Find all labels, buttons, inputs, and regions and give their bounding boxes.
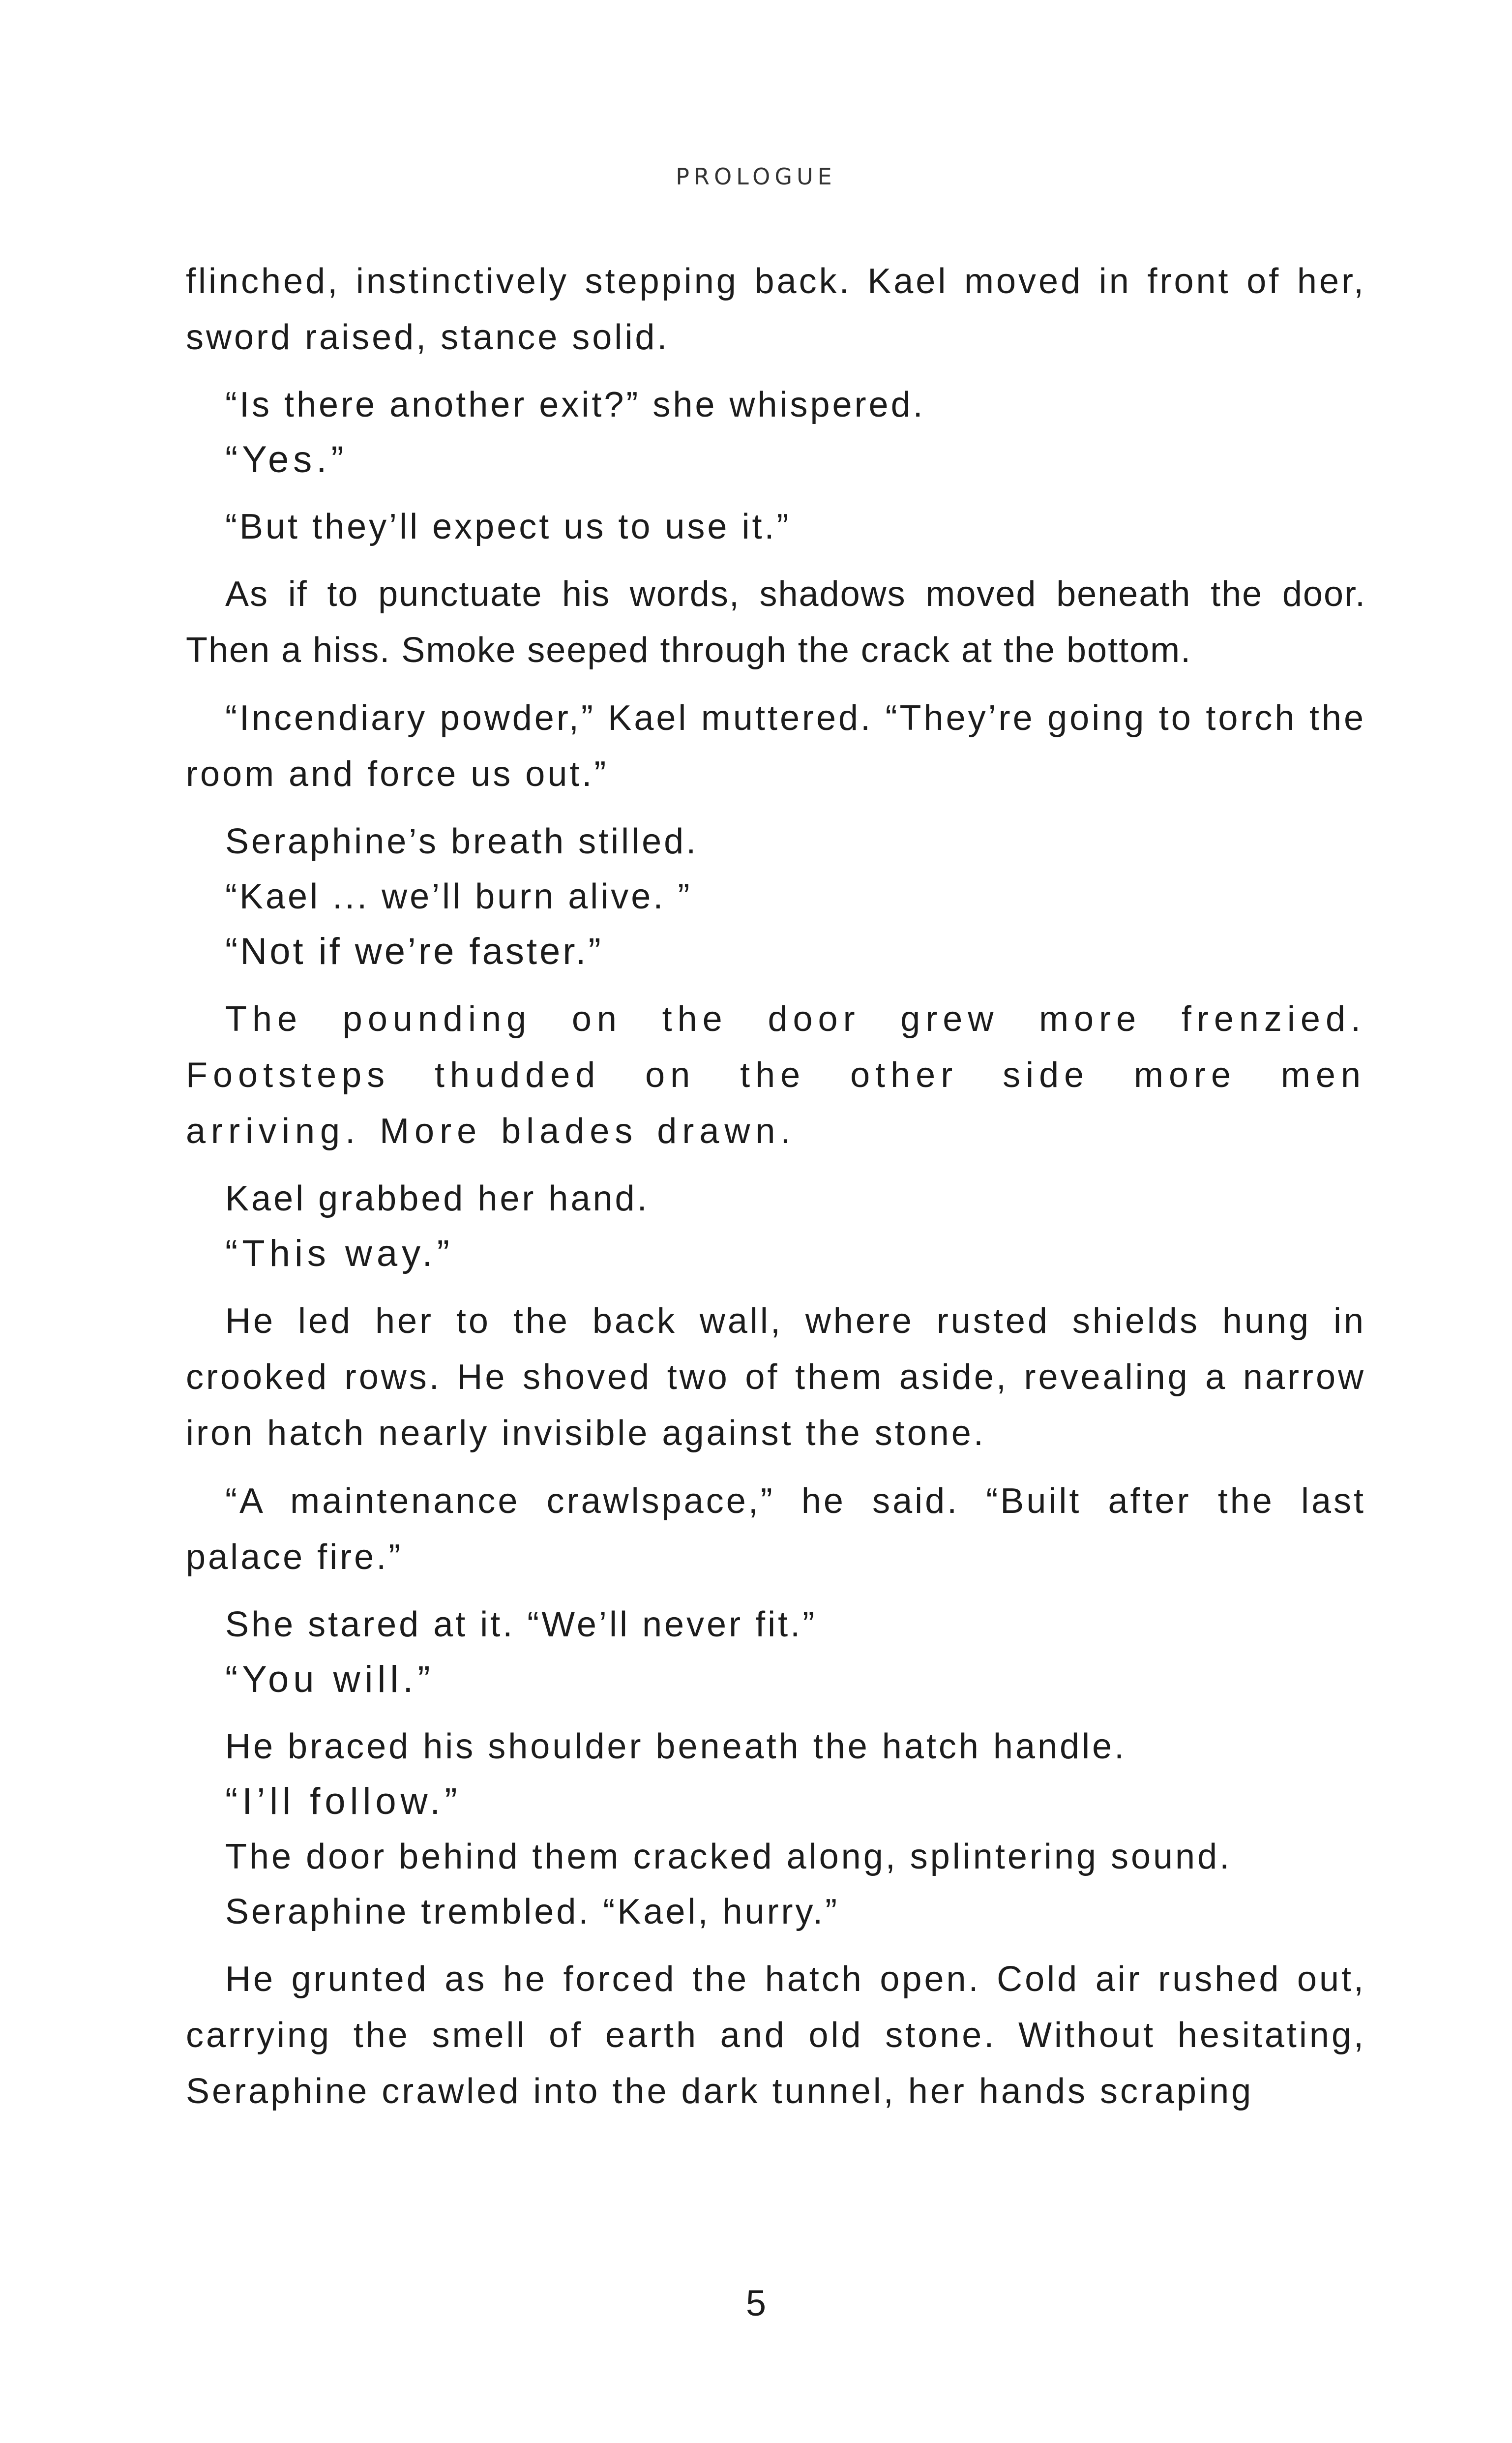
paragraph: Seraphine’s breath stilled. <box>225 822 699 861</box>
paragraph: He grunted as he forced the hatch open. Cold air rushed out, carrying the smell of earth and old stone. Without hesitating, Seraphine crawled into the dark tunnel, her hands scraping <box>186 1960 1366 2111</box>
dialogue-line: “Kael ... we’ll burn alive. ” <box>225 877 692 916</box>
running-header: PROLOGUE <box>676 163 836 190</box>
page-number: 5 <box>745 2283 767 2323</box>
paragraph: The door behind them cracked along, splintering sound. <box>225 1837 1232 1876</box>
dialogue-line: “Is there another exit?” she whispered. <box>225 385 925 424</box>
paragraph: “Incendiary powder,” Kael muttered. “They’re going to torch the room and force us out.” <box>186 698 1366 794</box>
paragraph: flinched, instinctively stepping back. Kael moved in front of her, sword raised, stance solid. <box>186 262 1366 357</box>
dialogue-line: “This way.” <box>225 1233 454 1274</box>
dialogue-line: “You will.” <box>225 1659 435 1700</box>
paragraph: He led her to the back wall, where rusted shields hung in crooked rows. He shoved two of them aside, revealing a narrow iron hatch nearly invisible against the stone. <box>186 1301 1366 1453</box>
dialogue-line: “But they’ll expect us to use it.” <box>225 507 791 546</box>
dialogue-line: “I’ll follow.” <box>225 1780 462 1822</box>
paragraph: As if to punctuate his words, shadows moved beneath the door. Then a hiss. Smoke seeped through the crack at the bottom. <box>186 574 1366 670</box>
paragraph: Kael grabbed her hand. <box>225 1179 650 1218</box>
dialogue-line: “Not if we’re faster.” <box>225 931 603 972</box>
dialogue-line: “Yes.” <box>225 439 348 481</box>
paragraph: He braced his shoulder beneath the hatch handle. <box>225 1727 1127 1766</box>
paragraph: She stared at it. “We’ll never fit.” <box>225 1605 817 1644</box>
paragraph: “A maintenance crawlspace,” he said. “Built after the last palace fire.” <box>186 1481 1366 1577</box>
paragraph: The pounding on the door grew more frenzied. Footsteps thudded on the other side more men arriving. More blades drawn. <box>186 999 1366 1151</box>
body-text <box>186 253 1366 2119</box>
paragraph: Seraphine trembled. “Kael, hurry.” <box>225 1892 840 1931</box>
